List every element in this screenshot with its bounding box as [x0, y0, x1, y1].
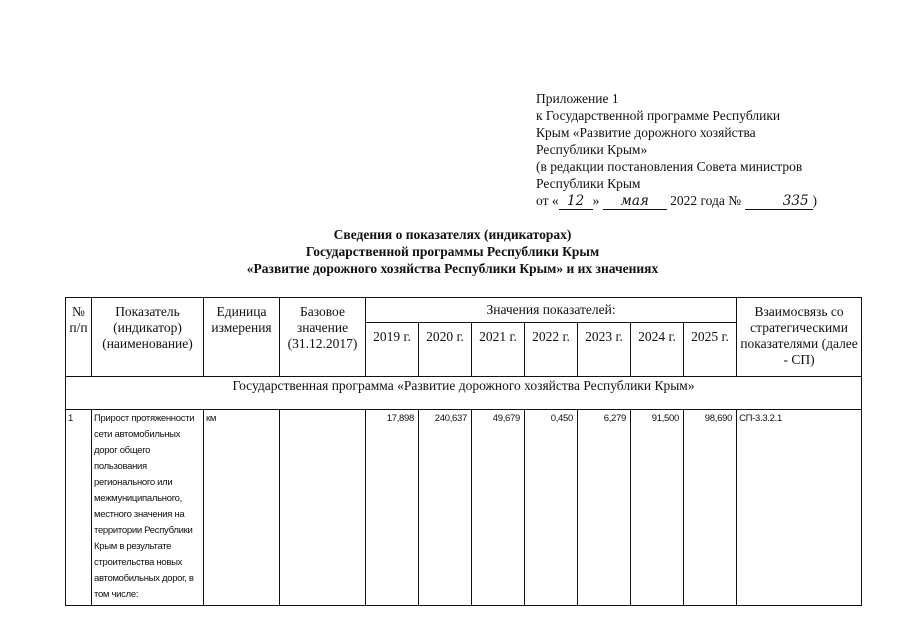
row-value: 6,279	[578, 410, 631, 606]
appendix-line: Республики Крым	[536, 176, 641, 191]
row-value: 0,450	[525, 410, 578, 606]
row-value: 49,679	[472, 410, 525, 606]
header-year: 2021 г.	[472, 323, 525, 377]
row-value: 91,500	[631, 410, 684, 606]
appendix-date-line	[536, 192, 866, 210]
table-row	[66, 410, 862, 606]
row-link: СП-3.3.2.1	[737, 410, 862, 606]
row-value: 17,898	[366, 410, 419, 606]
title-line-2: Государственной программы Республики Крым	[305, 244, 600, 259]
title-line-3: «Развитие дорожного хозяйства Республики Крым» и их значениях	[246, 261, 659, 276]
header-indicator: Показатель (индикатор) (наименование)	[92, 298, 204, 377]
header-values-group: Значения показателей:	[366, 298, 737, 323]
date-prefix: от «	[536, 193, 559, 208]
header-num: № п/п	[66, 298, 92, 377]
appendix-line: (в редакции постановления Совета министров	[536, 159, 803, 174]
title-line-1: Сведения о показателях (индикаторах)	[333, 227, 572, 242]
row-value: 240,637	[419, 410, 472, 606]
row-value: 98,690	[684, 410, 737, 606]
header-year: 2025 г.	[684, 323, 737, 377]
date-mid: »	[592, 193, 600, 208]
header-unit: Единица измерения	[204, 298, 280, 377]
row-unit: км	[204, 410, 280, 606]
header-link: Взаимосвязь со стратегическими показателями (далее - СП)	[737, 298, 862, 377]
appendix-line: к Государственной программе Республики	[536, 108, 781, 123]
appendix-line: Республики Крым»	[536, 142, 648, 157]
appendix-line: Крым «Развитие дорожного хозяйства	[536, 125, 756, 140]
header-year: 2024 г.	[631, 323, 684, 377]
date-year: 2022 года №	[670, 193, 742, 208]
header-year: 2020 г.	[419, 323, 472, 377]
doc-number: 335	[745, 194, 813, 210]
indicators-table	[65, 297, 862, 606]
appendix-block	[536, 90, 866, 210]
header-year: 2023 г.	[578, 323, 631, 377]
header-year: 2019 г.	[366, 323, 419, 377]
date-month: мая	[603, 194, 667, 210]
header-row-1	[66, 298, 862, 323]
header-year: 2022 г.	[525, 323, 578, 377]
program-row	[66, 377, 862, 410]
appendix-line: Приложение 1	[536, 91, 619, 106]
row-indicator: Прирост протяженности сети автомобильных дорог общего пользования регионального или межмуниципального, местного значения на территории Республики Крым в результате строительства новых автомобильных дорог, в том числе:	[92, 410, 204, 606]
date-suffix: )	[812, 193, 818, 208]
row-base	[280, 410, 366, 606]
row-num: 1	[66, 410, 92, 606]
document-title	[0, 226, 905, 277]
date-day: 12	[559, 194, 593, 210]
header-base: Базовое значение (31.12.2017)	[280, 298, 366, 377]
program-name: Государственная программа «Развитие дорожного хозяйства Республики Крым»	[66, 377, 862, 410]
